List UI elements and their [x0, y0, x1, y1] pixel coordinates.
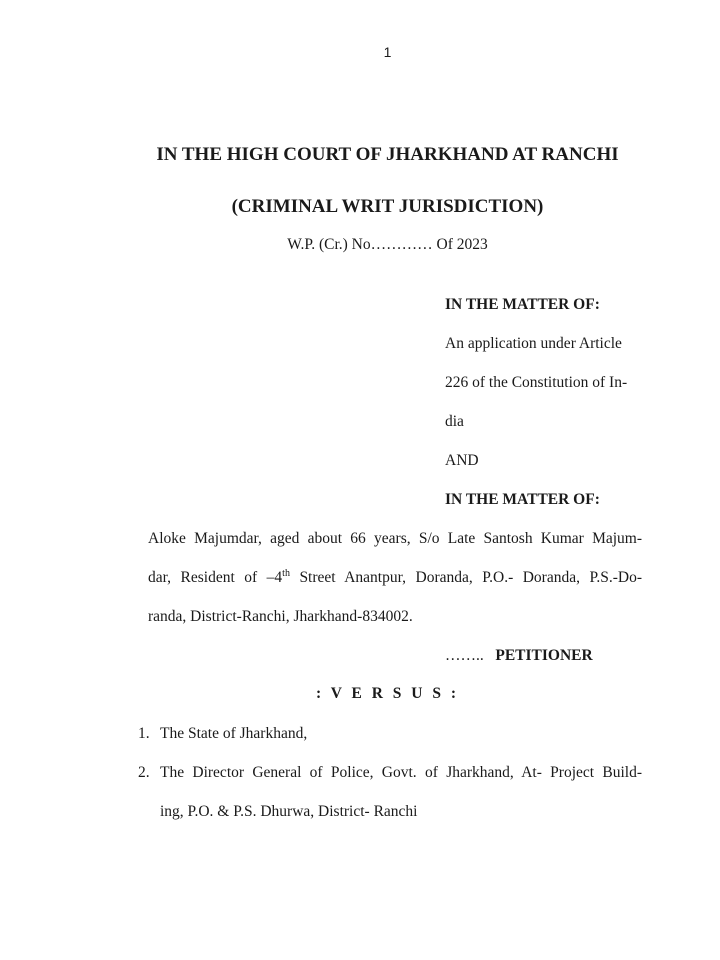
matter-conjunction: AND	[445, 452, 479, 469]
matter-heading-1: IN THE MATTER OF:	[445, 296, 600, 313]
page-number: 1	[383, 44, 392, 60]
petitioner-details-segment: Street Anantpur, Doranda, P.O.- Doranda, P.S.-Do-	[289, 569, 643, 586]
petitioner-details-line: Aloke Majumdar, aged about 66 years, S/o Late Santosh Kumar Majum-	[148, 530, 642, 547]
case-number: W.P. (Cr.) No………… Of 2023	[287, 236, 488, 253]
petitioner-label: PETITIONER	[495, 647, 593, 664]
respondent-line: The State of Jharkhand,	[160, 725, 308, 742]
petitioner-details-line	[148, 569, 642, 587]
petitioner-details-segment: dar, Resident of –4	[148, 569, 283, 586]
petitioner-details-line: randa, District-Ranchi, Jharkhand-834002.	[148, 608, 413, 625]
jurisdiction-heading: (CRIMINAL WRIT JURISDICTION)	[231, 196, 544, 217]
petitioner-dots: ……..	[445, 647, 484, 664]
versus-divider: : V E R S U S :	[315, 685, 460, 702]
matter-line: dia	[445, 413, 464, 430]
matter-line: An application under Article	[445, 335, 622, 352]
respondent-number: 2.	[138, 764, 150, 781]
ordinal-suffix: th	[282, 567, 290, 579]
respondent-line: The Director General of Police, Govt. of Jharkhand, At- Project Build-	[160, 764, 642, 781]
respondent-line: ing, P.O. & P.S. Dhurwa, District- Ranchi	[160, 803, 418, 820]
matter-line: 226 of the Constitution of In-	[445, 374, 628, 391]
matter-heading-2: IN THE MATTER OF:	[445, 491, 600, 508]
petitioner-label-row	[445, 647, 593, 665]
respondent-number: 1.	[138, 725, 150, 742]
court-title: IN THE HIGH COURT OF JHARKHAND AT RANCHI	[156, 144, 619, 165]
